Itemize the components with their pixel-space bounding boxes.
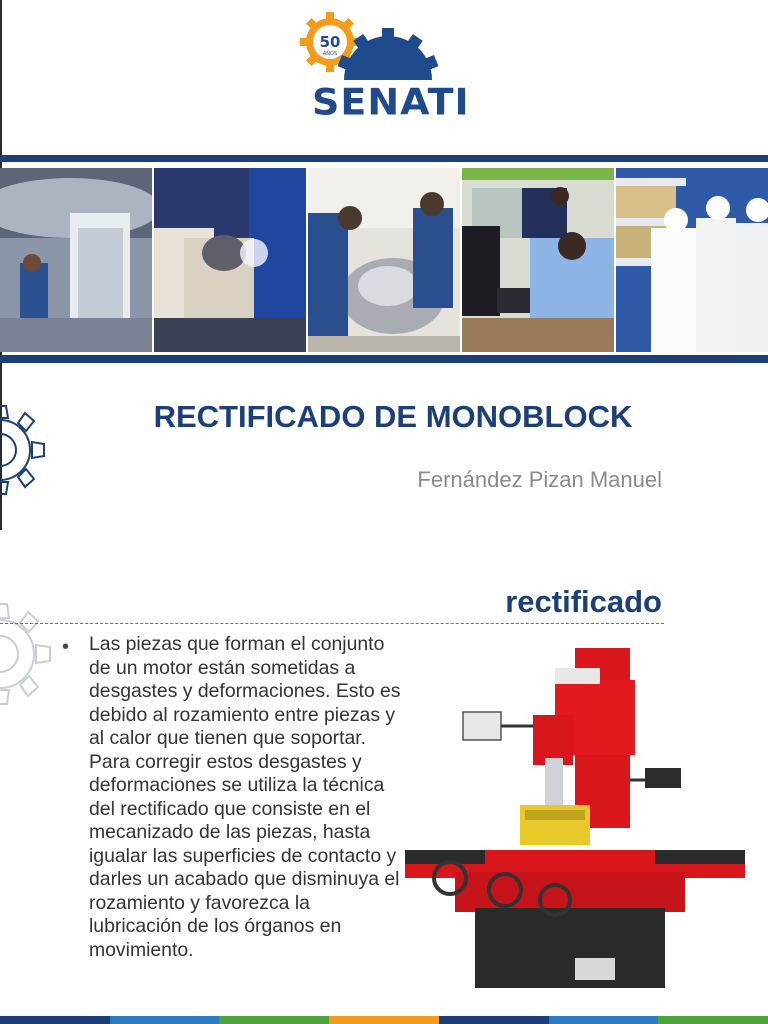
author-name: Fernández Pizan Manuel [417, 467, 662, 492]
content-slide [0, 560, 768, 1024]
warehouse-inventory-photo [616, 168, 768, 352]
bullet-marker: • [62, 636, 70, 658]
section-heading: rectificado [505, 584, 662, 619]
photo-strip [0, 168, 768, 352]
top-rule [0, 155, 768, 162]
heading-dashed-rule [0, 623, 664, 624]
bottom-color-band [0, 1016, 768, 1024]
computer-lab-photo [462, 168, 614, 352]
brand-name: SENATI [312, 81, 470, 123]
badge-sub: AÑOS [322, 51, 338, 57]
presentation-title: RECTIFICADO DE MONOBLOCK [153, 399, 633, 434]
mechanics-tank-photo [308, 168, 460, 352]
bottom-rule [0, 355, 768, 363]
faded-gear-icon [0, 584, 62, 724]
textile-machine-photo [0, 168, 152, 352]
welding-photo [154, 168, 306, 352]
bullet-text: Las piezas que forman el conjunto de un motor están sometidas a desgastes y deformaciones. Esto es debido al rozamiento entre piezas y al calor que tienen que soportar. Para corregir estos desgastes y deformaciones se utiliza la técnica del rectificado que consiste en el mecanizado de las piezas, hasta igualar las superficies de contacto y darles un acabado que disminuya el rozamiento y favorezca la lubricación de los órganos en movimiento. [89, 633, 401, 961]
badge-number: 50 [319, 33, 341, 51]
boring-machine-icon [405, 640, 745, 1015]
